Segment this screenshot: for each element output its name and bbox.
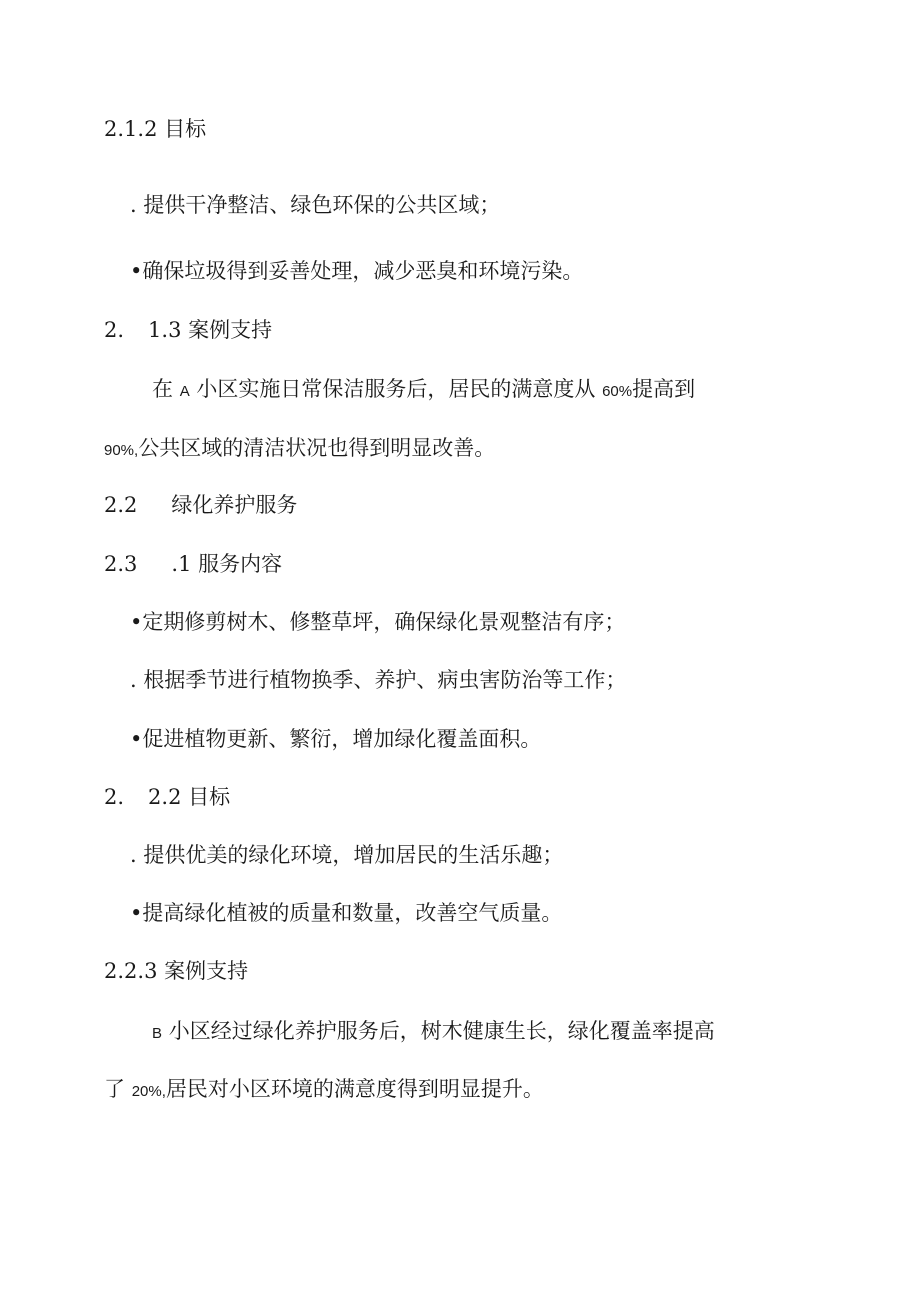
paragraph-text: 了 [104, 1077, 132, 1101]
heading-text: 绿化养护服务 [171, 493, 298, 517]
paragraph-text: 居民对小区环境的满意度得到明显提升。 [165, 1077, 544, 1101]
heading-text: .1 服务内容 [171, 552, 283, 576]
heading-2-2-3: 2.2.3 案例支持 [104, 959, 249, 983]
heading-number: 2.2 [104, 493, 138, 517]
list-item: •定期修剪树木、修整草坪，确保绿化景观整洁有序； [130, 610, 626, 634]
inline-number: 60% [602, 383, 633, 400]
paragraph-text: 公共区域的清洁状况也得到明显改善。 [138, 436, 496, 460]
list-item: •确保垃圾得到妥善处理，减少恶臭和环境污染。 [130, 259, 584, 283]
paragraph-line [152, 374, 695, 407]
heading-number: 2. [104, 318, 125, 342]
list-item: . 提供干净整洁、绿色环保的公共区域； [130, 193, 501, 217]
paragraph-line [104, 1074, 544, 1107]
heading-2-1-2: 2.1.2 目标 [104, 117, 207, 141]
paragraph-text: 小区经过绿化养护服务后，树木健康生长，绿化覆盖率提高 [162, 1019, 715, 1043]
heading-text: 1.3 案例支持 [148, 318, 273, 342]
heading-number: 2.3 [104, 552, 138, 576]
inline-latin: B [152, 1025, 163, 1042]
list-item: •提高绿化植被的质量和数量，改善空气质量。 [130, 901, 563, 925]
heading-text: 2.2 目标 [148, 785, 231, 809]
list-item: . 根据季节进行植物换季、养护、病虫害防治等工作； [130, 668, 627, 692]
heading-number: 2. [104, 785, 125, 809]
paragraph-line [152, 1016, 715, 1049]
inline-number: 90%, [104, 442, 139, 459]
list-item: . 提供优美的绿化环境，增加居民的生活乐趣； [130, 843, 564, 867]
heading-2-3 [104, 549, 282, 579]
paragraph-line [104, 433, 495, 466]
paragraph-text: 提高到 [632, 377, 696, 401]
list-item: •促进植物更新、繁衍，增加绿化覆盖面积。 [130, 727, 542, 751]
inline-number: 20%, [131, 1083, 166, 1100]
heading-2-1-3 [104, 315, 272, 345]
heading-2-2 [104, 490, 297, 520]
heading-2-2-2 [104, 782, 230, 812]
paragraph-text: 小区实施日常保洁服务后，居民的满意度从 [189, 377, 603, 401]
inline-latin: A [179, 383, 190, 400]
paragraph-text: 在 [152, 377, 180, 401]
